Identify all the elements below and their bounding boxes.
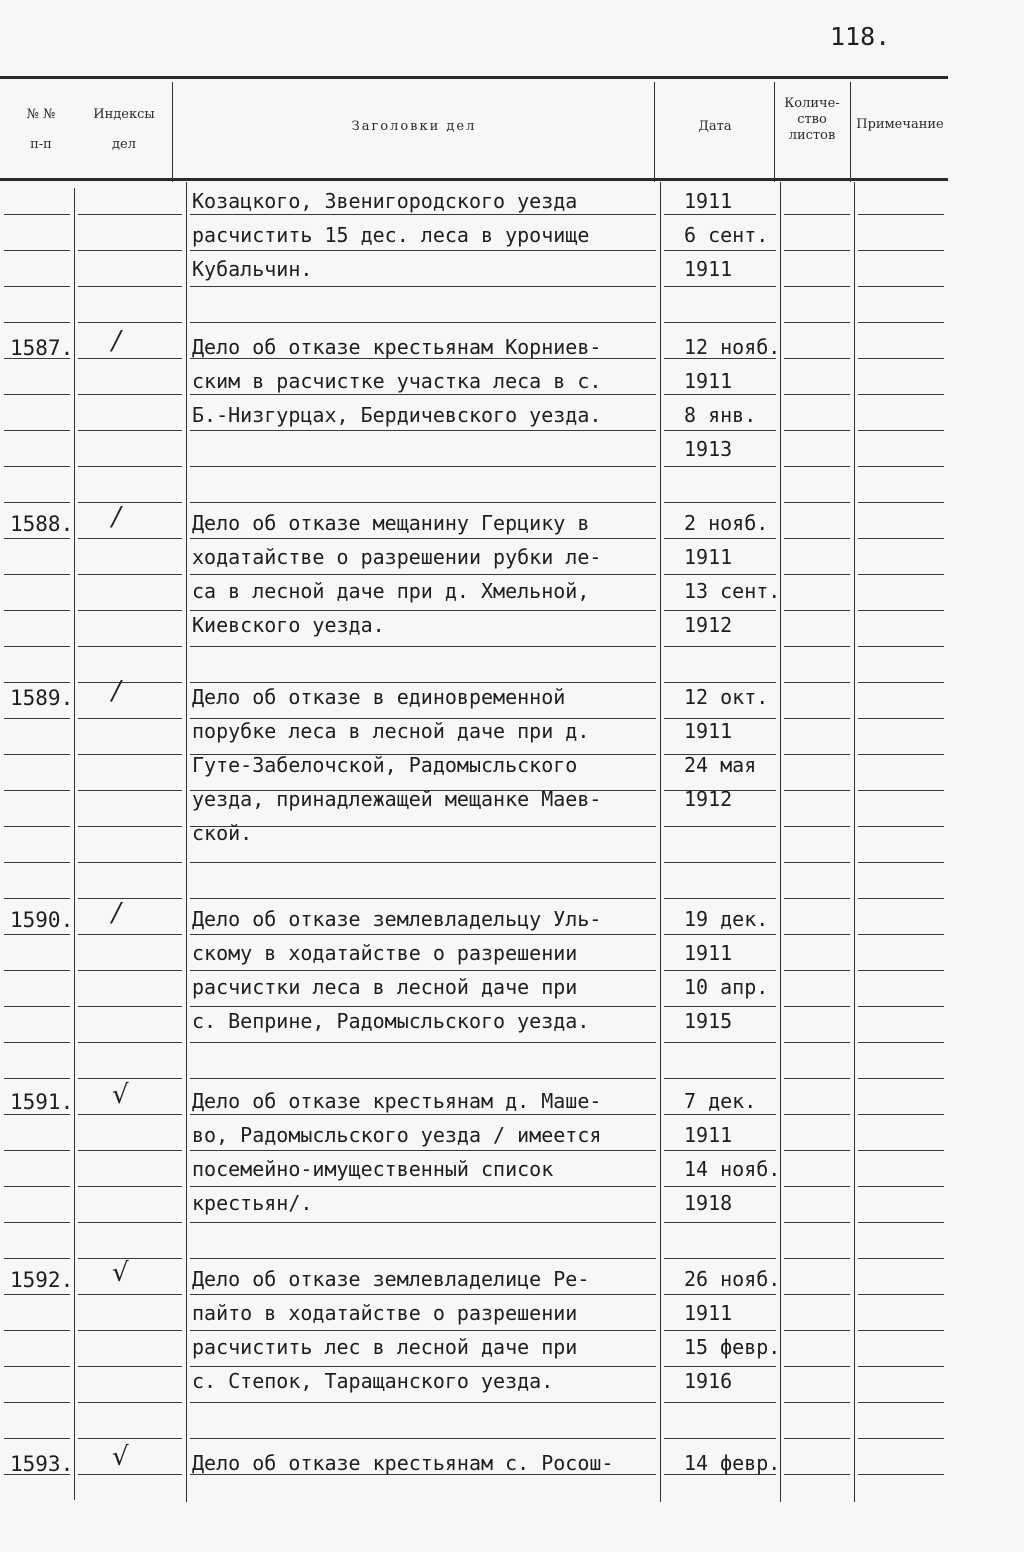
ruled-line [664,1042,776,1043]
ruled-line [858,790,944,791]
ruled-line [664,1078,776,1079]
ruled-line [78,862,182,863]
ruled-line [784,646,850,647]
case-title-line: Дело об отказе крестьянам с. Росош- [192,1451,614,1475]
ruled-line [858,394,944,395]
ruled-line [784,502,850,503]
ruled-line [4,1438,70,1439]
case-date-line: 1911 [684,369,733,393]
ruled-line [664,466,776,467]
case-date-line: 7 дек. [684,1089,757,1113]
ruled-line [4,718,70,719]
ruled-line [4,970,70,971]
ruled-line [784,1366,850,1367]
ruled-line [858,1078,944,1079]
case-date-line: 1915 [684,1009,733,1033]
ruled-line [190,646,656,647]
ruled-line [664,826,776,827]
ruled-line [78,1114,182,1115]
ruled-line [78,826,182,827]
ruled-line [858,1042,944,1043]
ruled-line [858,1006,944,1007]
case-date-line: 10 апр. [684,975,769,999]
case-title-line: Гуте-Забелочской, Радомысльского [192,753,578,777]
index-check-mark: √ [112,1258,129,1288]
ruled-line [784,430,850,431]
ruled-line [858,1222,944,1223]
ruled-line [784,1474,850,1475]
ruled-line [4,214,70,215]
ruled-line [858,1438,944,1439]
ruled-line [784,250,850,251]
ruled-line [78,934,182,935]
ruled-line [78,1294,182,1295]
index-check-mark: / [112,502,121,532]
ruled-line [858,1294,944,1295]
ruled-line [4,1366,70,1367]
ruled-line [858,430,944,431]
case-date-line: 1918 [684,1191,733,1215]
case-title-line: скому в ходатайстве о разрешении [192,941,578,965]
ruled-line [784,682,850,683]
case-date-line: 12 окт. [684,685,769,709]
col-divider-date [780,182,781,1502]
ruled-line [78,682,182,683]
case-title-line: пайто в ходатайстве о разрешении [192,1301,578,1325]
ruled-line [190,322,656,323]
ruled-line [858,1186,944,1187]
ruled-line [4,1078,70,1079]
case-title-line: ским в расчистке участка леса в с. [192,369,602,393]
ruled-line [4,1186,70,1187]
ruled-line [4,466,70,467]
ruled-line [78,1042,182,1043]
ruled-line [4,286,70,287]
ruled-line [858,1330,944,1331]
ruled-line [664,1402,776,1403]
case-date-line: 1911 [684,257,733,281]
ruled-line [78,970,182,971]
ruled-line [4,1114,70,1115]
ruled-line [78,250,182,251]
ruled-line [784,1150,850,1151]
ruled-line [784,970,850,971]
case-title-line: Дело об отказе землевладелице Ре- [192,1267,590,1291]
ruled-line [858,286,944,287]
ruled-line [78,1330,182,1331]
ruled-line [190,1258,656,1259]
ruled-line [4,1222,70,1223]
case-title-line: Дело об отказе крестьянам д. Маше- [192,1089,602,1113]
ruled-line [858,1474,944,1475]
ruled-line [858,898,944,899]
case-title-line: Дело об отказе крестьянам Корниев- [192,335,602,359]
ruled-line [190,1078,656,1079]
ruled-line [784,574,850,575]
ruled-line [858,754,944,755]
index-check-mark: √ [112,1080,129,1110]
ruled-line [78,898,182,899]
case-date-line: 8 янв. [684,403,757,427]
header-sheets: Количе- ство листов [784,96,840,143]
ruled-line [4,826,70,827]
col-divider-date-header [774,82,775,182]
ruled-line [78,1222,182,1223]
ruled-line [4,250,70,251]
ruled-line [784,754,850,755]
case-date-line: 1916 [684,1369,733,1393]
ruled-line [78,1258,182,1259]
ruled-line [858,250,944,251]
ruled-line [78,286,182,287]
ruled-line [664,1438,776,1439]
ruled-line [664,862,776,863]
ruled-line [4,934,70,935]
ruled-line [190,862,656,863]
case-title-line: Дело об отказе мещанину Герцику в [192,511,590,535]
case-title-line: уезда, принадлежащей мещанке Маев- [192,787,602,811]
case-title-line: ской. [192,821,253,845]
case-date-line: 13 сент. [684,579,781,603]
case-title-line: расчистки леса в лесной даче при [192,975,578,999]
header-index: Индексы дел [93,107,155,152]
ruled-line [784,1330,850,1331]
case-date-line: 24 мая [684,753,757,777]
ruled-line [858,502,944,503]
ruled-line [190,898,656,899]
ruled-line [664,646,776,647]
case-title-line: расчистить лес в лесной даче при [192,1335,578,1359]
ruled-line [78,1078,182,1079]
entry-number: 1593. [10,1452,74,1476]
ruled-line [190,1438,656,1439]
ruled-line [858,1402,944,1403]
ruled-line [858,1114,944,1115]
ruled-line [858,574,944,575]
ruled-line [784,898,850,899]
case-title-line: Дело об отказе в единовременной [192,685,566,709]
col-divider-sheets [854,182,855,1502]
ruled-line [78,790,182,791]
case-title-line: са в лесной даче при д. Хмельной, [192,579,590,603]
ruled-line [4,790,70,791]
ruled-line [784,862,850,863]
col-divider-sheets-header [850,82,851,182]
ruled-line [784,1438,850,1439]
case-title-line: Киевского уезда. [192,613,385,637]
ruled-line [858,538,944,539]
ruled-line [784,1222,850,1223]
case-title-line: посемейно-имущественный список [192,1157,554,1181]
ruled-line [858,1150,944,1151]
ruled-line [784,934,850,935]
index-check-mark: √ [112,1442,129,1472]
case-title-line: порубке леса в лесной даче при д. [192,719,590,743]
ruled-line [78,214,182,215]
ruled-line [190,826,656,827]
ruled-line [858,358,944,359]
index-check-mark: / [112,676,121,706]
case-date-line: 19 дек. [684,907,769,931]
ruled-line [4,610,70,611]
case-date-line: 1913 [684,437,733,461]
ruled-line [78,502,182,503]
ruled-line [78,610,182,611]
case-date-line: 12 нояб. [684,335,781,359]
ruled-line [784,1258,850,1259]
case-date-line: 1912 [684,787,733,811]
ruled-line [4,1294,70,1295]
ruled-line [4,1006,70,1007]
ruled-line [784,790,850,791]
header-num: № № п-п [26,107,56,152]
ruled-line [78,430,182,431]
case-title-line: с. Веприне, Радомысльского уезда. [192,1009,590,1033]
entry-number: 1589. [10,686,74,710]
ruled-line [4,1042,70,1043]
header-date: Дата [698,119,732,134]
case-date-line: 2 нояб. [684,511,769,535]
ruled-line [784,718,850,719]
ruled-line [4,502,70,503]
ruled-line [4,1330,70,1331]
ruled-line [4,394,70,395]
header-bottom-rule [0,178,948,181]
ruled-line [664,898,776,899]
ruled-line [858,646,944,647]
entry-number: 1590. [10,908,74,932]
ruled-line [858,1258,944,1259]
col-divider-title-header [654,82,655,182]
ruled-line [78,754,182,755]
ruled-line [4,538,70,539]
ruled-line [78,358,182,359]
ruled-line [78,1150,182,1151]
entry-number: 1592. [10,1268,74,1292]
ruled-line [190,1042,656,1043]
case-date-line: 1911 [684,1123,733,1147]
ruled-line [664,502,776,503]
ruled-line [664,286,776,287]
ruled-line [858,862,944,863]
ruled-line [78,646,182,647]
ruled-line [78,394,182,395]
ruled-line [78,1474,182,1475]
ruled-line [784,1186,850,1187]
ruled-line [4,574,70,575]
ruled-line [784,1042,850,1043]
case-date-line: 1911 [684,545,733,569]
case-date-line: 1911 [684,1301,733,1325]
ruled-line [78,322,182,323]
case-title-line: Кубальчин. [192,257,313,281]
ruled-line [4,682,70,683]
ruled-line [858,214,944,215]
case-date-line: 14 февр. [684,1451,781,1475]
col-divider-index [186,182,187,1502]
ruled-line [4,754,70,755]
header-note: Примечание [856,117,944,132]
case-date-line: 6 сент. [684,223,769,247]
ruled-line [4,862,70,863]
ruled-line [4,1402,70,1403]
ruled-line [78,574,182,575]
index-check-mark: / [112,898,121,928]
ruled-line [78,538,182,539]
ruled-line [784,1402,850,1403]
ruled-line [78,1366,182,1367]
header-top-rule [0,76,948,79]
entry-number: 1587. [10,336,74,360]
ruled-line [664,1258,776,1259]
case-date-line: 26 нояб. [684,1267,781,1291]
entry-number: 1588. [10,512,74,536]
ruled-line [190,1222,656,1223]
ruled-line [78,466,182,467]
ruled-line [784,322,850,323]
ruled-line [784,358,850,359]
ruled-line [78,718,182,719]
ruled-line [784,286,850,287]
case-date-line: 1911 [684,719,733,743]
ruled-line [784,466,850,467]
case-date-line: 15 февр. [684,1335,781,1359]
header-title: Заголовки дел [351,119,477,134]
ruled-line [190,286,656,287]
index-check-mark: / [112,326,121,356]
ruled-line [784,1294,850,1295]
case-date-line: 1911 [684,189,733,213]
ruled-line [190,502,656,503]
case-title-line: во, Радомысльского уезда / имеется [192,1123,602,1147]
case-title-line: Дело об отказе землевладельцу Уль- [192,907,602,931]
ruled-line [664,1222,776,1223]
case-title-line: Козацкого, Звенигородского уезда [192,189,578,213]
ruled-line [784,214,850,215]
col-divider-index-header [172,82,173,182]
col-divider-title [660,182,661,1502]
case-date-line: 14 нояб. [684,1157,781,1181]
ruled-line [4,1258,70,1259]
ruled-line [858,826,944,827]
ruled-line [664,322,776,323]
ruled-line [858,466,944,467]
ruled-line [784,1078,850,1079]
ruled-line [858,970,944,971]
ruled-line [78,1186,182,1187]
ruled-line [784,394,850,395]
ruled-line [4,1150,70,1151]
ruled-line [78,1006,182,1007]
ruled-line [784,538,850,539]
ruled-line [858,718,944,719]
page-number: 118. [830,22,891,51]
ruled-line [190,466,656,467]
ruled-line [858,322,944,323]
ruled-line [858,934,944,935]
ruled-line [78,1438,182,1439]
ruled-line [858,682,944,683]
ruled-line [4,646,70,647]
ruled-line [858,610,944,611]
case-title-line: с. Степок, Таращанского уезда. [192,1369,554,1393]
case-date-line: 1912 [684,613,733,637]
ruled-line [784,1114,850,1115]
ruled-line [4,322,70,323]
ruled-line [4,898,70,899]
ruled-line [784,826,850,827]
ruled-line [190,1402,656,1403]
case-title-line: расчистить 15 дес. леса в урочище [192,223,590,247]
case-date-line: 1911 [684,941,733,965]
ruled-line [78,1402,182,1403]
col-divider-num [74,188,75,1500]
ruled-line [784,610,850,611]
ruled-line [4,430,70,431]
entry-number: 1591. [10,1090,74,1114]
ruled-line [858,1366,944,1367]
ruled-line [784,1006,850,1007]
case-title-line: крестьян/. [192,1191,313,1215]
case-title-line: ходатайстве о разрешении рубки ле- [192,545,602,569]
case-title-line: Б.-Низгурцах, Бердичевского уезда. [192,403,602,427]
